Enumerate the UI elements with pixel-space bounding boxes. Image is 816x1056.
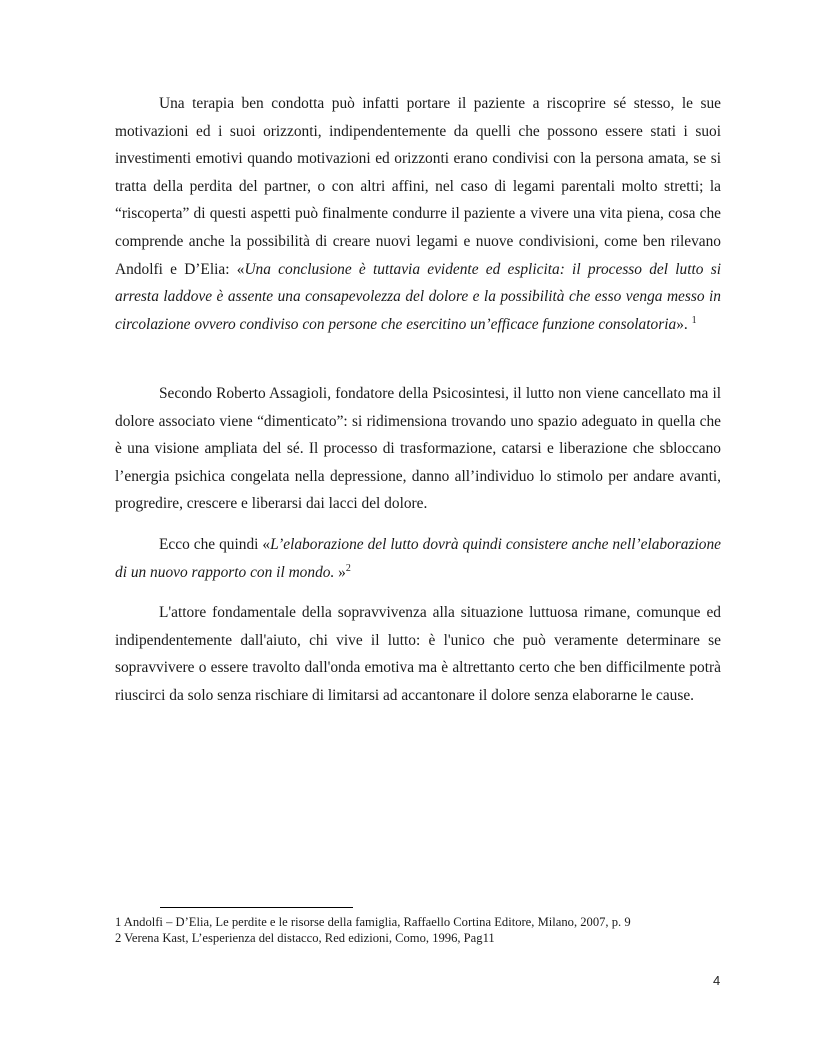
andolfi-quote: Una conclusione è tuttavia evidente ed esplicita: il processo del lutto si arresta laddove è assente una consapevolezza del dolore e la possibilità che esso venga messo in circolazione ovvero condiviso con persone che esercitino un’efficace funzione consolatoria — [115, 260, 722, 333]
paragraph-2-text: Secondo Roberto Assagioli, fondatore della Psicosintesi, il lutto non viene cancellato ma il dolore associato viene “dimenticato”: si ridimensiona trovando uno spazio adeguato in quella che è una visione ampliata del sé. Il processo di trasformazione, catarsi e liberazione che sbloccano l’energia psichica congelata nella depressione, danno all’individuo lo stimolo per andare avanti, progredire, crescere e liberarsi dai lacci del dolore. — [115, 385, 721, 513]
page-number: 4 — [713, 973, 721, 988]
quote-close: » — [334, 563, 346, 581]
paragraph-2 — [115, 380, 721, 518]
footnote-2: 2 Verena Kast, L’esperienza del distacco, Red edizioni, Como, 1996, Pag11 — [115, 931, 495, 945]
paragraph-1-text: Una terapia ben condotta può infatti portare il paziente a riscoprire sé stesso, le sue motivazioni ed i suoi orizzonti, indipendentemente da quelli che possono essere stati i suoi investimenti emotivi quando motivazioni ed orizzonti erano condivisi con la persona amata, se si tratta della perdita del partner, o con altri affini, nel caso di legami parentali molto stretti; la “riscoperta” di questi aspetti può finalmente condurre il paziente a vivere una vita piena, cosa che comprende anche la possibilità di creare nuovi legami e nuove condivisioni, come ben rilevano Andolfi e D’Elia: « — [115, 95, 721, 278]
quote-close: ». — [676, 315, 688, 333]
paragraph-4-text: L'attore fondamentale della sopravvivenza alla situazione luttuosa rimane, comunque ed indipendentemente dall'aiuto, chi vive il lutto: è l'unico che può veramente determinare se sopravvivere o essere travolto dall'onda emotiva ma è altrettanto certo che ben difficilmente potrà riuscirci da solo senza rischiare di limitarsi ad accantonare il dolore senza elaborarne le cause. — [115, 604, 721, 704]
footnote-1: 1 Andolfi – D’Elia, Le perdite e le risorse della famiglia, Raffaello Cortina Editore, Milano, 2007, p. 9 — [115, 915, 631, 929]
footnote-separator — [160, 907, 353, 908]
paragraph-3 — [115, 531, 721, 586]
paragraph-3-text: Ecco che quindi « — [159, 536, 271, 553]
kast-quote: L’elaborazione del lutto dovrà quindi consistere anche nell’elaborazione di un nuovo rapporto con il mondo. — [115, 536, 721, 581]
paragraph-4 — [115, 599, 721, 709]
footnote-ref-1[interactable]: 1 — [691, 314, 697, 326]
paragraph-1 — [115, 90, 721, 338]
footnotes — [115, 914, 721, 946]
footnote-ref-2[interactable]: 2 — [345, 562, 351, 574]
